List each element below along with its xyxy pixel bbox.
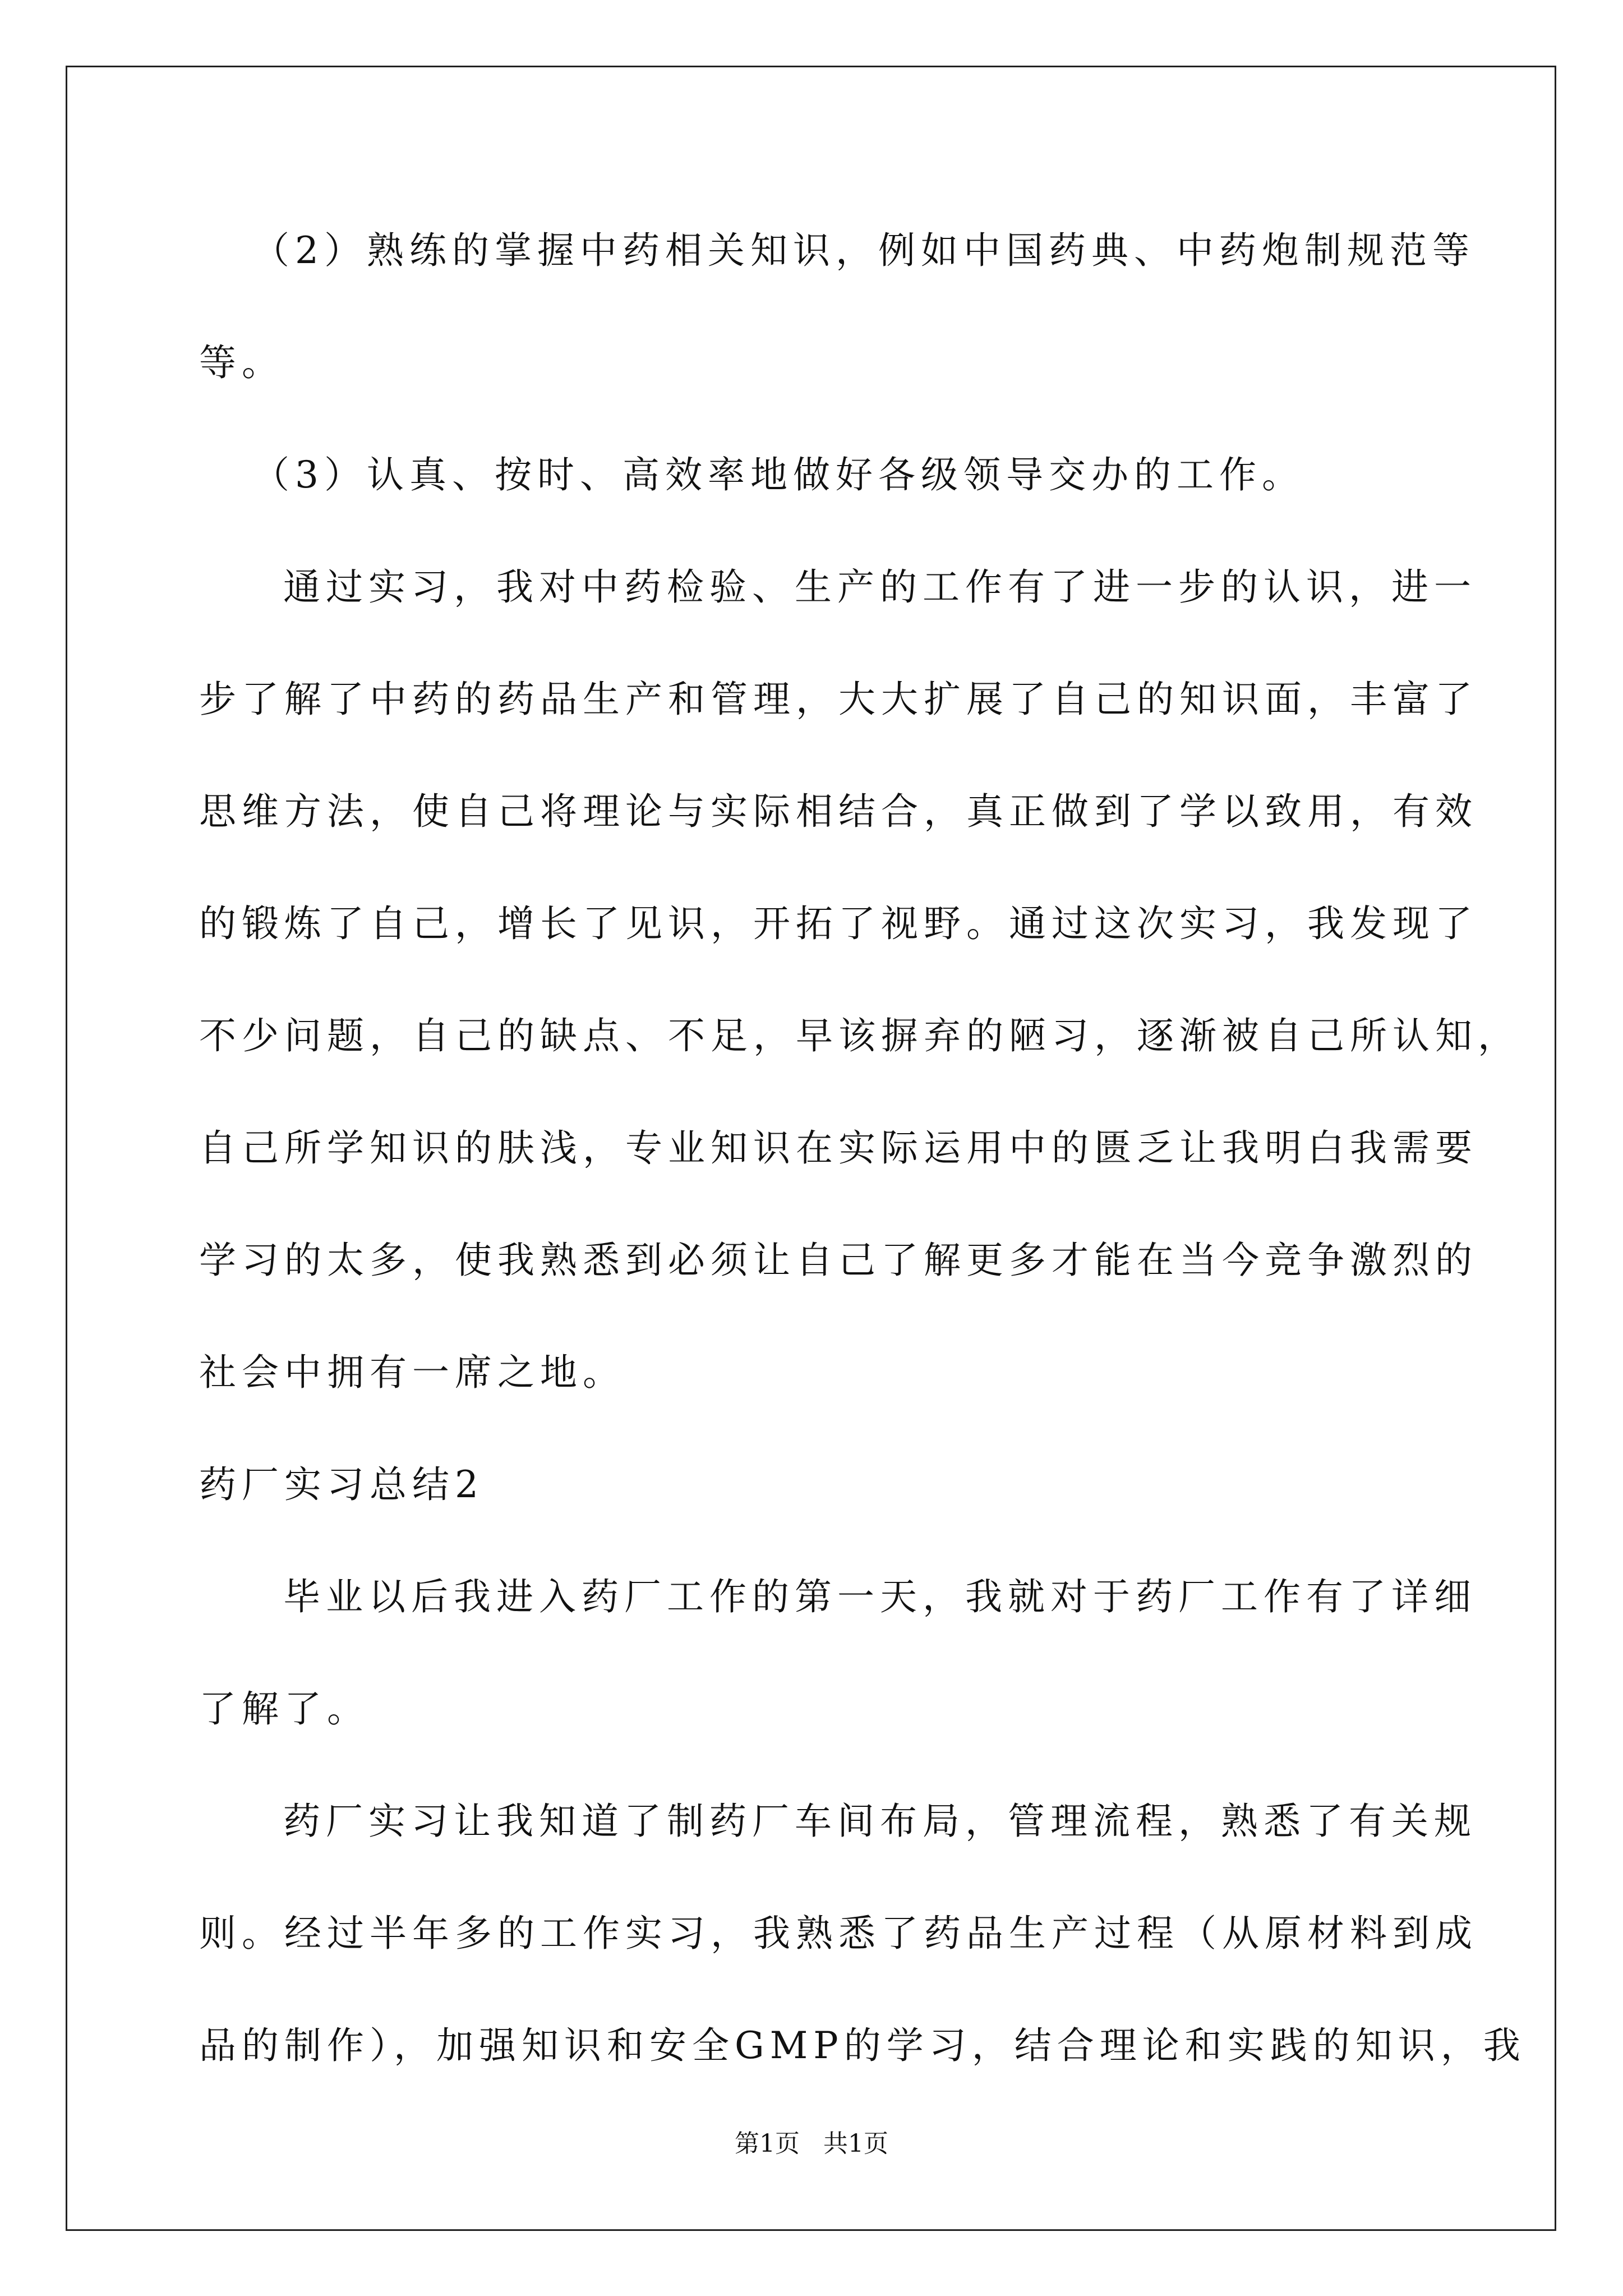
paragraph-line: （2）熟练的掌握中药相关知识，例如中国药典、中药炮制规范等 bbox=[252, 229, 1475, 272]
paragraph-line: 学习的太多，使我熟悉到必须让自己了解更多才能在当今竞争激烈的 bbox=[199, 1239, 1478, 1282]
paragraph-line: 等。 bbox=[199, 341, 284, 384]
paragraph-line: 药厂实习让我知道了制药厂车间布局，管理流程，熟悉了有关规 bbox=[283, 1800, 1477, 1843]
paragraph-line: 不少问题，自己的缺点、不足，早该摒弃的陋习，逐渐被自己所认知， bbox=[199, 1014, 1520, 1057]
paragraph-line: 的锻炼了自己，增长了见识，开拓了视野。通过这次实习，我发现了 bbox=[199, 902, 1478, 945]
paragraph-line: 步了解了中药的药品生产和管理，大大扩展了自己的知识面，丰富了 bbox=[199, 678, 1478, 721]
paragraph-line: 社会中拥有一席之地。 bbox=[199, 1351, 625, 1394]
paragraph-line: 思维方法，使自己将理论与实际相结合，真正做到了学以致用，有效 bbox=[199, 790, 1478, 833]
paragraph-line: 则。经过半年多的工作实习，我熟悉了药品生产过程（从原材料到成 bbox=[199, 1912, 1478, 1955]
paragraph-line: 自己所学知识的肤浅，专业知识在实际运用中的匮乏让我明白我需要 bbox=[199, 1126, 1478, 1170]
page-number: 第1页 bbox=[735, 2129, 800, 2158]
page-total: 共1页 bbox=[823, 2129, 888, 2158]
paragraph-line: 品的制作），加强知识和安全GMP的学习，结合理论和实践的知识，我 bbox=[199, 2024, 1526, 2067]
section-heading: 药厂实习总结2 bbox=[199, 1463, 484, 1506]
paragraph-line: （3）认真、按时、高效率地做好各级领导交办的工作。 bbox=[252, 453, 1304, 496]
paragraph-line: 毕业以后我进入药厂工作的第一天，我就对于药厂工作有了详细 bbox=[283, 1575, 1477, 1618]
page-footer bbox=[0, 2127, 1623, 2161]
document-body bbox=[199, 220, 1526, 2127]
paragraph-line: 了解了。 bbox=[199, 1687, 370, 1731]
paragraph-line: 通过实习，我对中药检验、生产的工作有了进一步的认识，进一 bbox=[283, 565, 1477, 609]
